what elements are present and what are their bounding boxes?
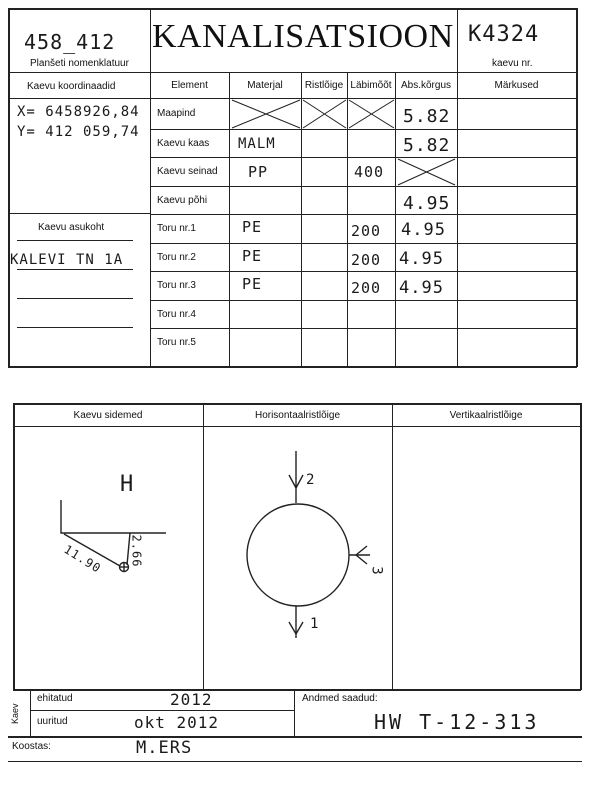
cell-material: MALM <box>238 136 276 152</box>
built-value: 2012 <box>170 690 213 709</box>
cell-material: PP <box>248 163 269 181</box>
ties-letter: H <box>120 472 135 497</box>
cell-height: 4.95 <box>403 193 451 214</box>
kaev-label: Kaev <box>10 703 20 724</box>
author-value: M.ERS <box>136 738 193 758</box>
cell-height: 4.95 <box>401 220 446 240</box>
table-row-element: Kaevu põhi <box>157 195 208 206</box>
ties-dist2: 2.66 <box>129 534 144 568</box>
well-label: kaevu nr. <box>492 58 533 69</box>
table-row-element: Toru nr.1 <box>157 223 196 234</box>
location-label: Kaevu asukoht <box>38 222 105 233</box>
table-row-element: Kaevu seinad <box>157 166 218 177</box>
cell-diameter: 200 <box>351 251 382 269</box>
ties-dist1: 11.90 <box>61 542 104 576</box>
well-number: K4324 <box>468 22 540 47</box>
horizontal-header: Horisontaalristlõige <box>254 410 341 421</box>
table-row-element: Kaevu kaas <box>157 138 210 149</box>
data-source-value: HW T-12-313 <box>374 710 540 734</box>
cell-material: PE <box>242 247 263 265</box>
author-label: Koostas: <box>12 741 51 752</box>
vertical-header: Vertikaalristlõige <box>449 410 523 421</box>
cell-height: 5.82 <box>403 135 451 156</box>
col-element: Element <box>171 80 208 91</box>
table-row-element: Toru nr.2 <box>157 252 196 263</box>
cell-diameter: 200 <box>351 279 382 297</box>
coordinate-x: X= 6458926,84 <box>17 104 140 120</box>
pipe1-label: 1 <box>310 616 320 632</box>
surveyed-label: uuritud <box>37 716 68 727</box>
col-cross: Ristlõige <box>304 80 344 91</box>
location-value: KALEVI TN 1A <box>10 252 124 268</box>
table-row-element: Toru nr.5 <box>157 337 196 348</box>
pipe3-label: 3 <box>368 566 385 576</box>
plan-label: Planšeti nomenklatuur <box>30 58 129 69</box>
cell-height: 5.82 <box>403 106 451 127</box>
col-height: Abs.kõrgus <box>400 80 452 91</box>
coordinates-label: Kaevu koordinaadid <box>27 81 116 92</box>
cell-material: PE <box>242 218 263 236</box>
table-row-element: Toru nr.4 <box>157 309 196 320</box>
ties-header: Kaevu sidemed <box>73 410 143 421</box>
cell-height: 4.95 <box>399 249 444 269</box>
pipe2-label: 2 <box>306 472 316 488</box>
cell-diameter: 200 <box>351 222 382 240</box>
surveyed-value: okt 2012 <box>134 713 220 732</box>
cell-diameter: 400 <box>354 163 385 181</box>
cell-height: 4.95 <box>399 278 444 298</box>
built-label: ehitatud <box>37 693 73 704</box>
cell-material: PE <box>242 275 263 293</box>
plan-number: 458_412 <box>24 30 116 54</box>
table-row-element: Maapind <box>157 108 196 119</box>
col-material: Materjal <box>247 80 283 91</box>
col-notes: Märkused <box>494 80 539 91</box>
coordinate-y: Y= 412 059,74 <box>17 124 140 140</box>
data-source-label: Andmed saadud: <box>302 693 378 704</box>
col-diameter: Läbimõõt <box>350 80 392 91</box>
table-row-element: Toru nr.3 <box>157 280 196 291</box>
page-title: KANALISATSIOON <box>152 18 454 55</box>
